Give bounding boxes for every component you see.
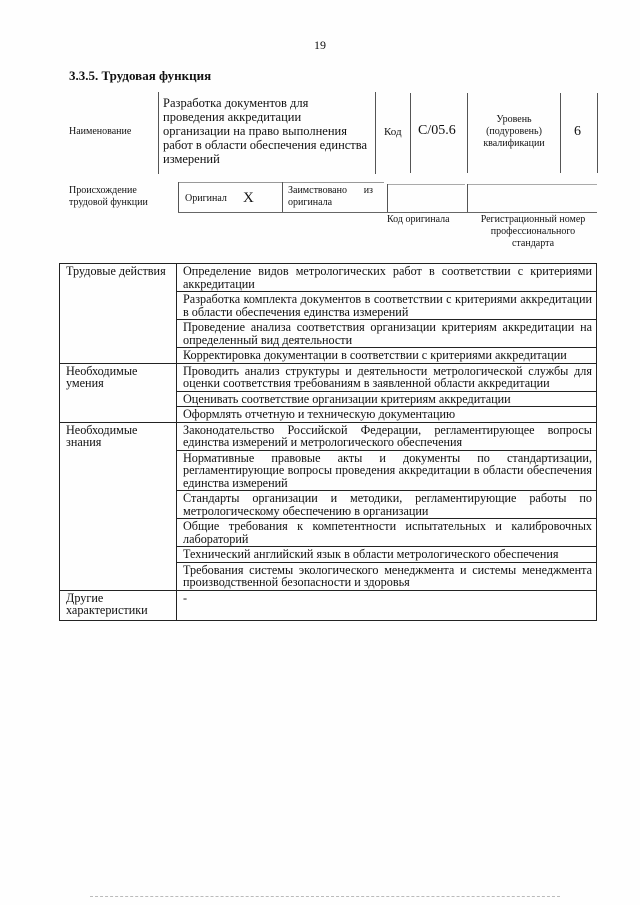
- list-item: Требования системы экологического менеджмента и системы менеджмента производственной безопасности и здоровья: [177, 562, 597, 590]
- table-row: [60, 264, 597, 292]
- code-label: Код: [384, 126, 402, 138]
- table-row: [60, 590, 597, 620]
- code-value: C/05.6: [418, 123, 456, 138]
- list-item: Определение видов метрологических работ в соответствии с критериями аккредитации: [177, 264, 597, 292]
- table-row: [60, 422, 597, 450]
- origin-box-bottom: [178, 212, 597, 213]
- list-item: Корректировка документации в соответствии с критериями аккредитации: [177, 348, 597, 364]
- section-title: 3.3.5. Трудовая функция: [69, 68, 212, 83]
- level-box-left-edge: [560, 93, 561, 173]
- list-item: Проведение анализа соответствия организации критериям аккредитации на определенный вид деятельности: [177, 320, 597, 348]
- list-item: Оформлять отчетную и техническую документацию: [177, 407, 597, 423]
- origin-box-divider: [282, 182, 283, 212]
- list-item: Нормативные правовые акты и документы по стандартизации, регламентирующие вопросы проведения аккредитации в области обеспечения единства измерений: [177, 450, 597, 491]
- list-item: Оценивать соответствие организации критериям аккредитации: [177, 391, 597, 407]
- page-number: 19: [314, 38, 326, 52]
- list-item: Общие требования к компетентности испытательных и калибровочных лабораторий: [177, 519, 597, 547]
- labor-function-table: [59, 263, 597, 621]
- list-item: Технический английский язык в области метрологического обеспечения: [177, 547, 597, 563]
- category-cell: Необходимые знания: [60, 422, 177, 590]
- origin-reg-box-left: [467, 184, 468, 212]
- list-item: -: [177, 590, 597, 620]
- code-box-left-edge: [410, 93, 411, 173]
- category-cell: Другие характеристики: [60, 590, 177, 620]
- origin-reg-box-top: [467, 184, 597, 185]
- name-box-right-edge: [375, 92, 376, 174]
- name-label: Наименование: [69, 126, 132, 137]
- origin-code-box-left: [387, 184, 388, 212]
- list-item: Проводить анализ структуры и деятельности метрологической службы для оценки соответствия требованиям в заявленной области аккредитации: [177, 363, 597, 391]
- original-label: Оригинал: [185, 193, 227, 204]
- list-item: Разработка комплекта документов в соответствии с критериями аккредитации в области обеспечения единства измерений: [177, 292, 597, 320]
- category-cell: Необходимые умения: [60, 363, 177, 422]
- table-row: [60, 363, 597, 391]
- qualification-level-label: Уровень (подуровень) квалификации: [483, 114, 545, 149]
- name-box-left-edge: [158, 92, 159, 174]
- list-item: Стандарты организации и методики, регламентирующие работы по метрологическому обеспечению в организации: [177, 491, 597, 519]
- origin-label: Происхождение трудовой функции: [69, 185, 148, 208]
- borrowed-label: Заимствовано из оригинала: [288, 185, 373, 208]
- level-box-right-edge: [597, 93, 598, 173]
- list-item: Законодательство Российской Федерации, регламентирующее вопросы единства измерений и метрологического обеспечения: [177, 422, 597, 450]
- qualification-level-value: 6: [574, 124, 581, 139]
- origin-box-top-edge: [178, 182, 384, 183]
- original-code-label: Код оригинала: [387, 214, 450, 225]
- name-value: Разработка документов для проведения аккредитации организации на право выполнения работ в области обеспечения единства измерений: [163, 96, 368, 166]
- category-cell: Трудовые действия: [60, 264, 177, 364]
- origin-box-left-edge: [178, 182, 179, 212]
- scan-artifact-line: [90, 896, 560, 897]
- original-mark: X: [243, 190, 254, 206]
- reg-number-label: Регистрационный номер профессионального стандарта: [480, 214, 586, 249]
- origin-code-box-top: [387, 184, 465, 185]
- code-box-right-edge: [467, 93, 468, 173]
